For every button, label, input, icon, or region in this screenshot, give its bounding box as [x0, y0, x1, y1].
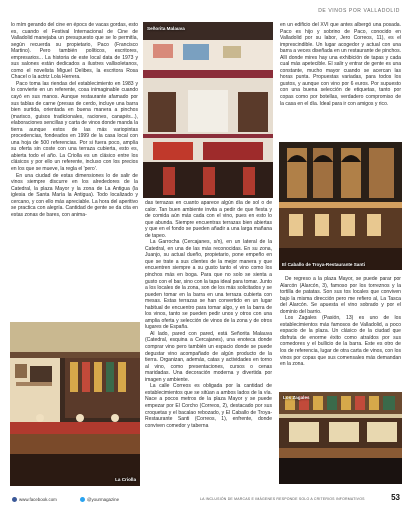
twitter-label: @yourmagazine: [87, 497, 120, 502]
page-number: 53: [391, 493, 400, 502]
photo-la-criolla: [10, 322, 140, 486]
photo-caption: El Caballo de Troya-Restaurante Santi: [282, 262, 365, 267]
paragraph: en un edificio del XVI que antes albergó una posada. Paco es hijo y sobrino de Paco, conocido en Valladolid por su labor, Jero Correos, 11), es el imprescindible. Un lugar acogedor y actual con una barra a veces diseñada en un restaurante de pinchos. Allí donde mires hay una exhibición de tapas y cada cual más apetecible. El salir y entrar de gente es una constante, mucho mayor cuando se acercan las horas punta. Propuestas variadas, para todos los gustos, y aunque con vino por 6 euros. Por supuesto con una buena selección de etiquetas, tanto por copas como por botellas, verdadero compromiso de la casa en el día. Ideal para ir con amigos y rico.: [280, 22, 401, 107]
bar-interior-illustration: [10, 322, 140, 486]
paragraph: En una ciudad de estas dimensiones lo de salir de vinos siempre discurre en los alrededores de la Catedral, la plaza Mayor y la zona de La Antigua (la iglesia de Santa María la Antigua). Todo localizado y cercano, y con ello más apreciable. La hora del aperitivo se practica con alegría. Cantidad de gente se da cita en estas zonas de bares, con anima-: [11, 172, 138, 218]
footer-disclaimer: LA INCLUSIÓN DE MARCAS E IMÁGENES RESPONDE SOLO A CRITERIOS INFORMATIVOS: [200, 497, 365, 501]
paragraph: das terrazas en cuanto aparece algún día de sol o de calor. Tan buen ambiente invita a pedir de que fiesta y de comida aún más cada con el vino, pues en esto lo que abunda. Siempre encuentras terrazas bien abiertas y que en el fondo se pueden añadir a una larga mañana de tapeo.: [145, 200, 272, 239]
page-footer: [0, 487, 412, 511]
paragraph: lo mím gerando del cine en épocs de vacas gordas, esto es, cuando el Festival Internacional de Cine de Valladolid manejaba un presupuesto que se lo permitía, según recuerda su propietario, Paco (Francisco Martino). Pero también políticos, escritores, empresarios... La historia de este local data de 1973 y sus salones están dedicados a ilustres vallisoletanos, como el novelista Miguel Delibes, la escritora Rosa Chacel o la actriz Lola Herrera.: [11, 22, 138, 81]
photo-senorita-malauva: [143, 22, 273, 198]
facebook-icon: [12, 497, 17, 502]
photo-caption: Señorita Malauva: [147, 26, 185, 31]
twitter-icon: [80, 497, 85, 502]
photo-caption: Los Zagales: [283, 395, 310, 400]
paragraph: De regreso a la plaza Mayor, se puede parar por Alarcón (Alarcón, 3), famoso por los torreznos y la tortilla de patatas. Son sus tos locales que conviven bajo la misma dirección pero me refiero al, La Tasca del Alarcón. Se apuesta el vino sobrado y por el dominio del barrio.: [280, 276, 401, 315]
paragraph: La Garrocha (Cercajanes, s/n), en un lateral de la Catedral, en una de las más reconocidas. En su zona, Juanjo, su actual dueño, propietario, pone empeño en que se trate a sus clientes de la mejor manera y que encuentren siempre a su gusto tanto el vino como los pinchos más en boga. Para que no solo se sienta a gusto con el bar, sino con la tapa ideal para tomar. Junto a los locales de la zona, son de los más solicitados y se pueden tomar en la barra en una terraza cubierta con mesas. Estas terrazas se han convertido en un lugar habitual de encuentro para tomar algo, y en la barra de los vinos, tanto se pueden pedir unos y otros con una amplia oferta y selección de vinos de la zona y de otros lugares de España.: [145, 239, 272, 331]
article-column-1: [11, 22, 138, 320]
paragraph: Paco toma las riendas del establecimiento en 1983 y lo convierte en un referente, cosa inimaginable cuando cayó en sus manos. Aunque restaurante afamado por sus tablas de carne (presas de cerdo, incluye una barra bien surtida, orientada en buena manera a pinchos (marisco, guisos tradicionales, raciones, canapés...), elaboraciones sencillas y carta de vinos donde manda la tierra aunque estos de las más variopintas procedencias, fondeados en 1999 de la casa local con una hoja de 500 referencias. Por si fuera poco, amplía su oferta sin coste con una terraza cubierta, esto es, abierta todo el año. La Criolla es un clásico entre los clásicos y por ello un referente, incluso con los precios en los que se mueve, la regla el 'pero'.: [11, 80, 138, 173]
photo-caption: La Criolla: [115, 477, 136, 482]
bar-counter-illustration: [279, 392, 402, 484]
restaurant-interior-illustration: [143, 22, 273, 198]
article-column-2: [145, 200, 272, 478]
article-column-3: [280, 22, 401, 139]
twitter-link[interactable]: [80, 497, 119, 502]
courtyard-illustration: [279, 142, 402, 270]
paragraph: Al lado, pared con pared, está Señorita Malauva (Catedral, esquina a Cercajanes), una enoteca donde comprar vino pero también un espacio donde se puede degustar vino acompañado de algún producto de la tierra. Organizan, además, catas y actividades en torno al vino, como presentaciones, cursos o cenas maridadas. Una decoración moderna y divertida por imagen y ambiente.: [145, 330, 272, 383]
photo-los-zagales: [279, 392, 402, 484]
photo-el-caballo-de-troya: [279, 142, 402, 270]
paragraph: Los Zagales (Pasión, 13) es uno de los establecimientos más famosos de Valladolid, a poco espacio de la plaza. Un clásico de la ciudad que disfruta de enorme éxito como atraídos por sus comedores y el bullicio de la barra. Este es otro de los de referencia, lugar de otra carta de vinos, con los vinos por copas que sus comensales más demandan en la zona.: [280, 315, 401, 368]
article-column-4: [280, 276, 401, 390]
facebook-link[interactable]: [12, 497, 57, 502]
section-header: DE VINOS POR VALLADOLID: [318, 8, 400, 14]
facebook-label: www.facebook.com: [19, 497, 57, 502]
paragraph: La calle Correos es obligada por la cantidad de establecimientos que se sitúan a ambos lados de la vía. Nace a pocos metros de la plaza Mayor y se puede empezar por El Corcho (Correos, 2), destacado por sus croquetas y el bacalao rebozado, y El Caballo de Troya-Restaurante Santi (Correos, 1), enfrente, donde conviven comedor y taberna: [145, 383, 272, 429]
